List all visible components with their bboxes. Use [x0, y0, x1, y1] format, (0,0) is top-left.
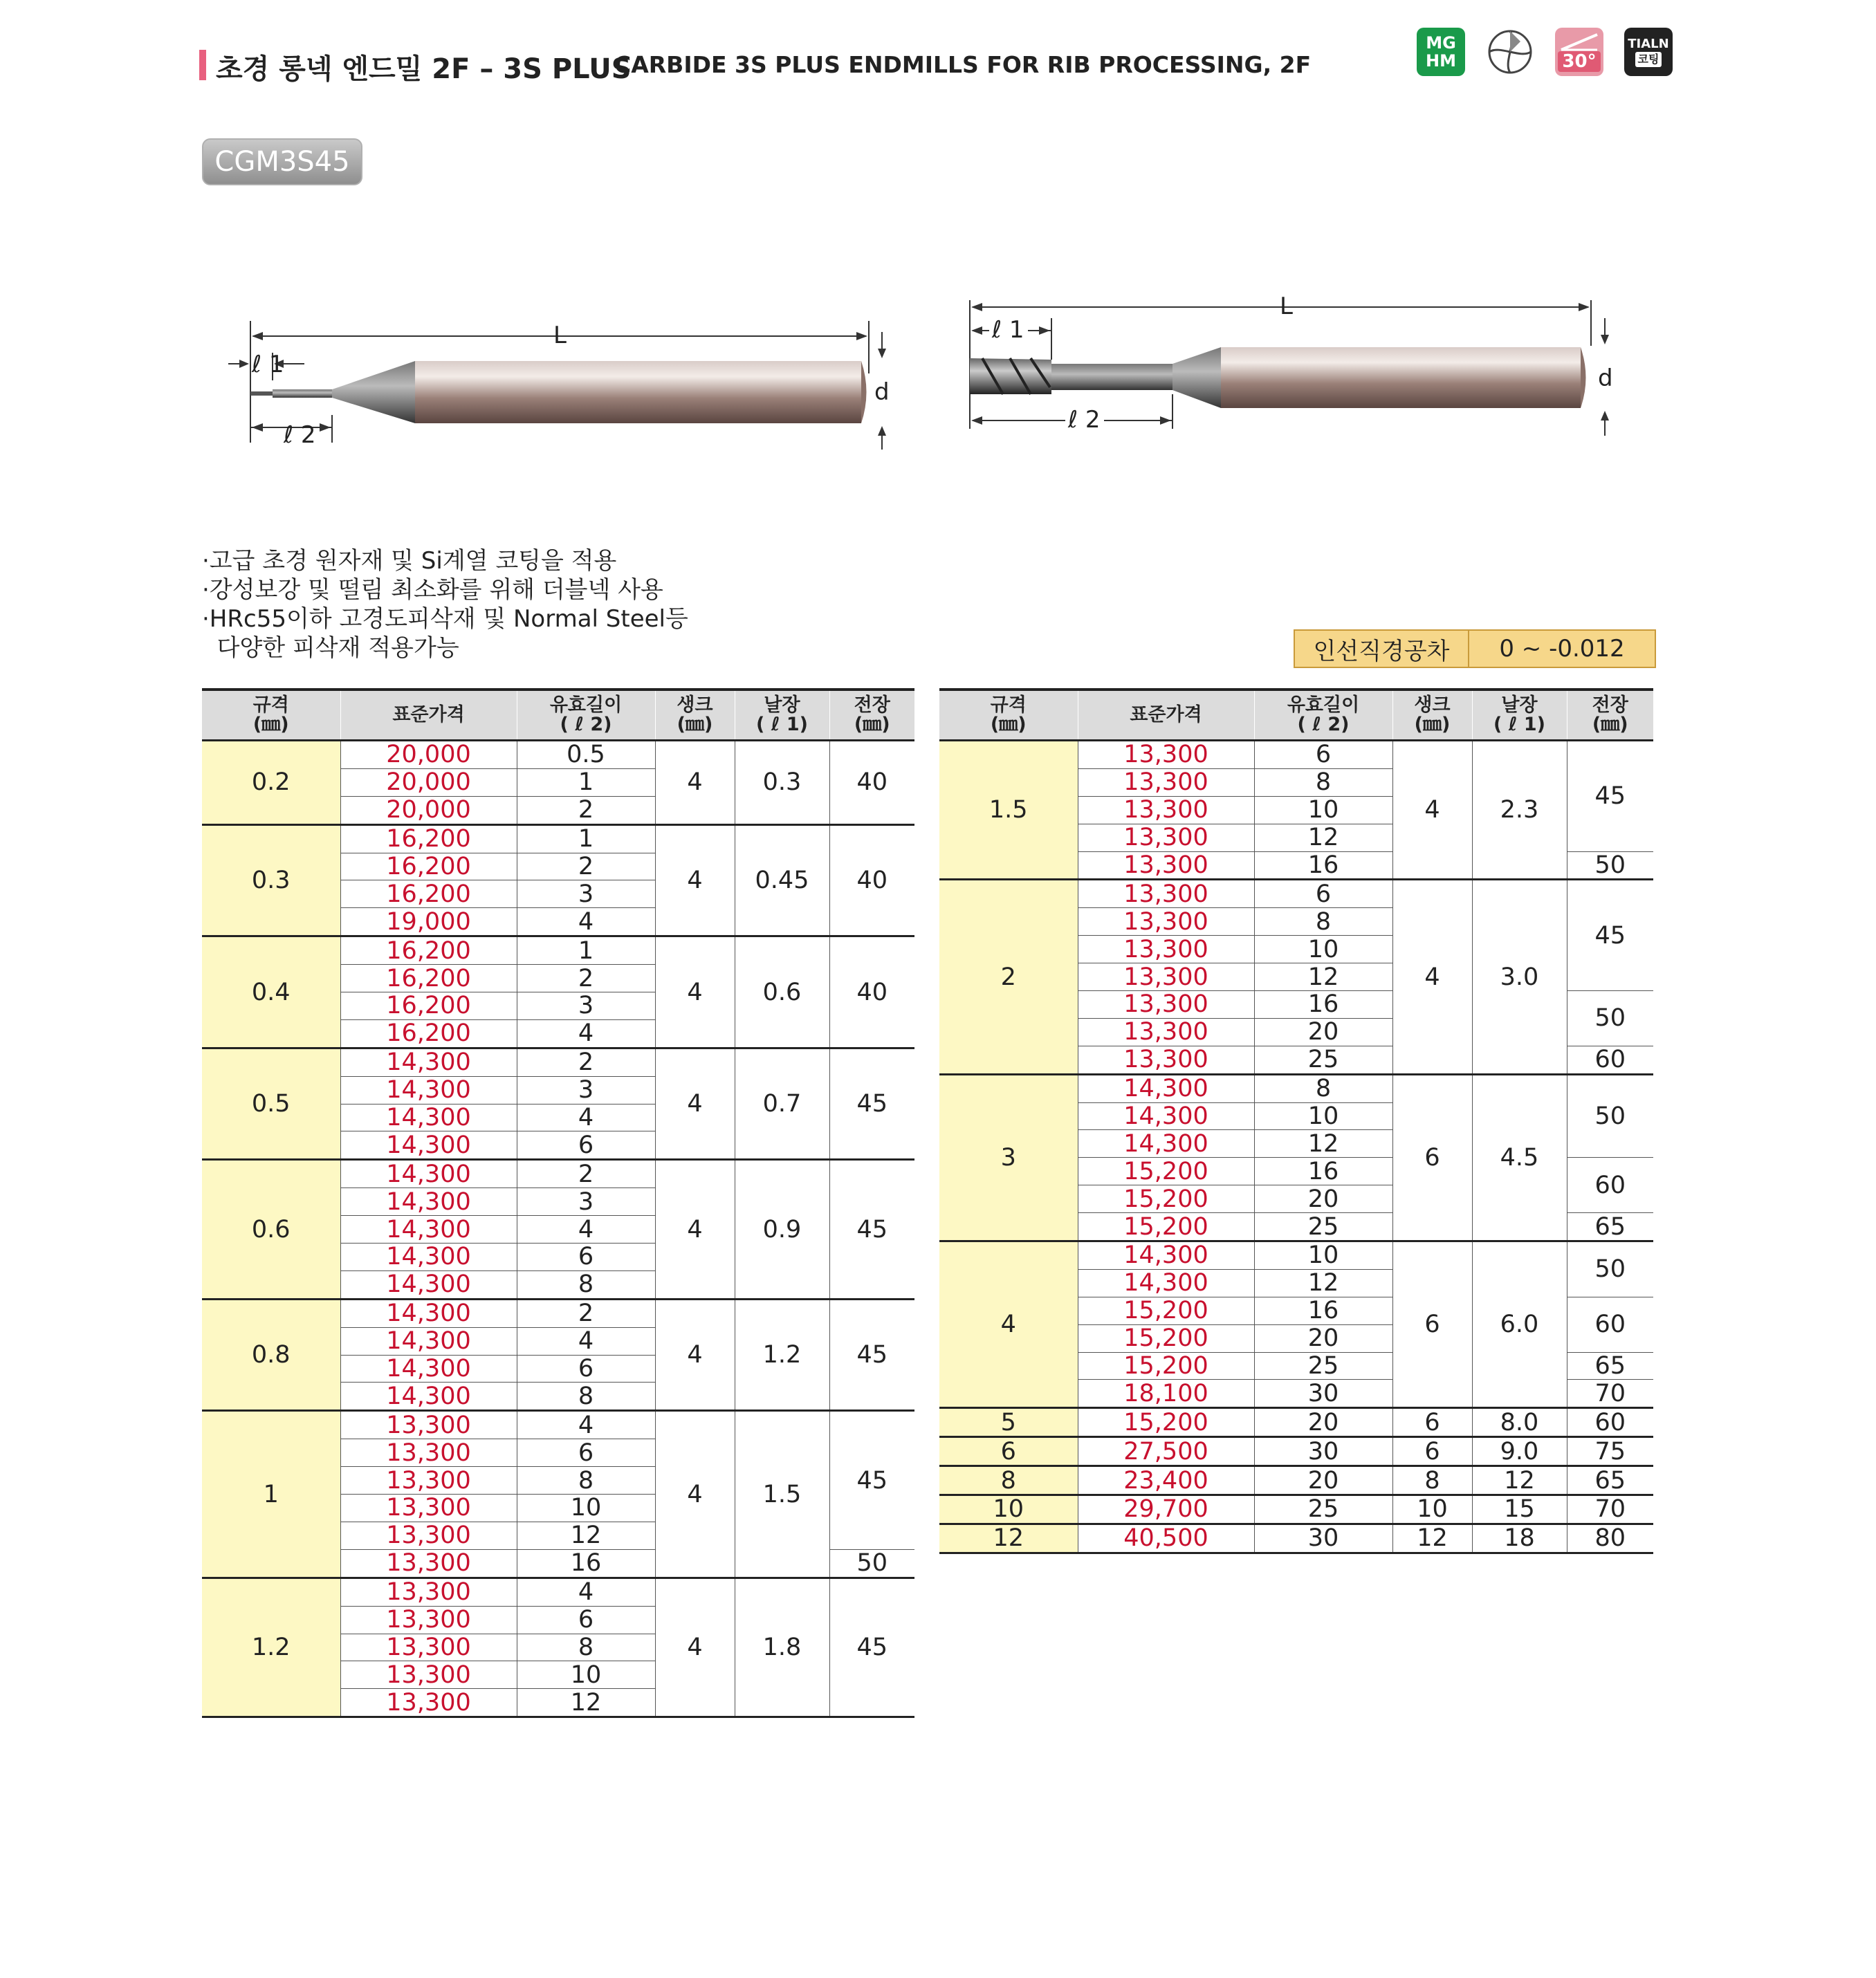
flute-length-cell: 0.45 [735, 824, 829, 936]
price-cell: 13,300 [340, 1606, 517, 1634]
feature-icons [1417, 28, 1673, 76]
dimension-l1-label: ℓ 1 [252, 351, 284, 378]
price-cell: 20,000 [340, 796, 517, 824]
page-title-korean: 초경 롱넥 엔드밀 2F – 3S PLUS [216, 53, 632, 85]
price-cell: 13,300 [1078, 1018, 1254, 1046]
spec-table-right [939, 688, 1653, 1554]
model-badge: CGM3S45 [202, 138, 362, 185]
effective-length-cell: 6 [1254, 741, 1392, 769]
price-cell: 14,300 [340, 1383, 517, 1411]
page-header [199, 33, 1673, 98]
price-cell: 14,300 [340, 1327, 517, 1355]
overall-length-cell: 40 [829, 936, 914, 1048]
size-cell: 6 [939, 1437, 1078, 1466]
price-cell: 14,300 [340, 1270, 517, 1299]
price-cell: 13,300 [340, 1467, 517, 1495]
size-cell: 0.4 [202, 936, 340, 1048]
price-cell: 14,300 [1078, 1130, 1254, 1158]
overall-length-cell: 70 [1567, 1495, 1653, 1524]
overall-length-cell: 70 [1567, 1380, 1653, 1408]
shank-cell: 6 [1392, 1437, 1472, 1466]
shank-cell: 12 [1392, 1524, 1472, 1553]
shank-cell: 4 [655, 741, 735, 825]
shank-cell: 8 [1392, 1466, 1472, 1495]
tolerance-label: 인선직경공차 [1295, 631, 1469, 667]
price-cell: 14,300 [1078, 1074, 1254, 1102]
effective-length-cell: 2 [517, 965, 655, 992]
effective-length-cell: 20 [1254, 1408, 1392, 1437]
price-cell: 27,500 [1078, 1437, 1254, 1466]
price-cell: 23,400 [1078, 1466, 1254, 1495]
size-cell: 1 [202, 1411, 340, 1578]
price-cell: 14,300 [1078, 1269, 1254, 1297]
flute-length-cell: 4.5 [1472, 1074, 1567, 1241]
price-cell: 16,200 [340, 1019, 517, 1048]
effective-length-cell: 12 [1254, 963, 1392, 991]
overall-length-cell: 45 [829, 1048, 914, 1160]
dimension-l2-label: ℓ 2 [284, 421, 316, 449]
table-row [939, 1524, 1653, 1553]
table-row [939, 880, 1653, 908]
flute-length-cell: 6.0 [1472, 1241, 1567, 1408]
table-row [939, 1074, 1653, 1102]
flute-length-cell: 9.0 [1472, 1437, 1567, 1466]
price-cell: 13,300 [340, 1411, 517, 1439]
price-cell: 13,300 [340, 1549, 517, 1578]
table-row [202, 1048, 914, 1076]
effective-length-cell: 20 [1254, 1324, 1392, 1352]
feature-item: 다양한 피삭재 적용가능 [202, 634, 459, 662]
flute-length-cell: 0.9 [735, 1160, 829, 1299]
overall-length-cell: 45 [829, 1578, 914, 1717]
effective-length-cell: 6 [517, 1606, 655, 1634]
size-cell: 0.8 [202, 1299, 340, 1411]
effective-length-cell: 10 [1254, 936, 1392, 963]
price-cell: 13,300 [340, 1522, 517, 1549]
effective-length-cell: 12 [517, 1522, 655, 1549]
effective-length-cell: 10 [1254, 1241, 1392, 1270]
price-cell: 13,300 [340, 1495, 517, 1522]
flute-length-cell: 1.2 [735, 1299, 829, 1411]
page-title-english: CARBIDE 3S PLUS ENDMILLS FOR RIB PROCESSING, 2F [614, 51, 1312, 78]
flute-length-cell: 8.0 [1472, 1408, 1567, 1437]
feature-item: ·강성보강 및 떨림 최소화를 위해 더블넥 사용 [202, 576, 663, 604]
price-cell: 14,300 [340, 1131, 517, 1160]
price-cell: 15,200 [1078, 1158, 1254, 1185]
effective-length-cell: 2 [517, 1048, 655, 1076]
price-cell: 14,300 [340, 1104, 517, 1131]
price-cell: 13,300 [1078, 1046, 1254, 1074]
effective-length-cell: 4 [517, 1327, 655, 1355]
flute-length-cell: 18 [1472, 1524, 1567, 1553]
table-row [939, 1466, 1653, 1495]
overall-length-cell: 45 [829, 1299, 914, 1411]
effective-length-header: 유효길이 ( ℓ 2) [517, 690, 655, 741]
price-cell: 14,300 [340, 1299, 517, 1327]
price-cell: 13,300 [1078, 991, 1254, 1019]
table-row [939, 1241, 1653, 1270]
endmill-drawing-large [962, 290, 1639, 443]
shank-cell: 10 [1392, 1495, 1472, 1524]
price-cell: 14,300 [340, 1076, 517, 1104]
effective-length-cell: 2 [517, 796, 655, 824]
price-cell: 14,300 [340, 1048, 517, 1076]
overall-length-cell: 50 [829, 1549, 914, 1578]
price-cell: 40,500 [1078, 1524, 1254, 1553]
price-cell: 13,300 [1078, 908, 1254, 936]
shank-header: 생크 (㎜) [1392, 690, 1472, 741]
overall-length-cell: 45 [829, 1160, 914, 1299]
effective-length-cell: 16 [1254, 991, 1392, 1019]
price-cell: 13,300 [340, 1439, 517, 1467]
table-header-row [202, 690, 914, 741]
size-cell: 3 [939, 1074, 1078, 1241]
size-header: 규격 (㎜) [202, 690, 340, 741]
effective-length-cell: 20 [1254, 1185, 1392, 1213]
shank-cell: 4 [1392, 741, 1472, 880]
effective-length-cell: 30 [1254, 1380, 1392, 1408]
dimension-L-label-2: L [1280, 293, 1293, 320]
size-cell: 5 [939, 1408, 1078, 1437]
flute-length-header: 날장 ( ℓ 1) [1472, 690, 1567, 741]
effective-length-cell: 25 [1254, 1046, 1392, 1074]
title-accent-bar [199, 50, 206, 80]
size-cell: 1.2 [202, 1578, 340, 1717]
table-row [202, 1411, 914, 1439]
helix-angle-label: 30° [1558, 51, 1600, 72]
shank-cell: 4 [655, 1578, 735, 1717]
effective-length-cell: 16 [1254, 1158, 1392, 1185]
overall-length-cell: 40 [829, 824, 914, 936]
effective-length-cell: 2 [517, 1299, 655, 1327]
effective-length-cell: 8 [1254, 908, 1392, 936]
price-cell: 13,300 [340, 1578, 517, 1606]
price-cell: 13,300 [1078, 796, 1254, 824]
price-cell: 15,200 [1078, 1324, 1254, 1352]
dimension-L-label: L [553, 322, 567, 349]
price-cell: 19,000 [340, 908, 517, 936]
flute-length-cell: 12 [1472, 1466, 1567, 1495]
effective-length-cell: 2 [517, 853, 655, 880]
overall-length-header: 전장 (㎜) [1567, 690, 1653, 741]
flute-length-cell: 3.0 [1472, 880, 1567, 1074]
price-cell: 14,300 [340, 1355, 517, 1383]
shank-cell: 4 [655, 1160, 735, 1299]
effective-length-cell: 30 [1254, 1524, 1392, 1553]
effective-length-cell: 20 [1254, 1018, 1392, 1046]
effective-length-cell: 8 [1254, 1074, 1392, 1102]
flute-length-cell: 0.3 [735, 741, 829, 825]
size-cell: 4 [939, 1241, 1078, 1408]
effective-length-cell: 4 [517, 1216, 655, 1244]
price-cell: 15,200 [1078, 1352, 1254, 1380]
shank-cell: 4 [655, 824, 735, 936]
effective-length-cell: 30 [1254, 1437, 1392, 1466]
effective-length-cell: 25 [1254, 1495, 1392, 1524]
price-header: 표준가격 [340, 690, 517, 741]
overall-length-cell: 60 [1567, 1408, 1653, 1437]
price-cell: 14,300 [340, 1216, 517, 1244]
tialn-label: TIALN [1628, 37, 1669, 51]
price-cell: 13,300 [1078, 768, 1254, 796]
overall-length-cell: 40 [829, 741, 914, 825]
effective-length-header: 유효길이 ( ℓ 2) [1254, 690, 1392, 741]
flute-length-cell: 0.7 [735, 1048, 829, 1160]
price-cell: 13,300 [1078, 741, 1254, 769]
effective-length-cell: 8 [1254, 768, 1392, 796]
shank-cell: 4 [655, 1411, 735, 1578]
effective-length-cell: 12 [1254, 824, 1392, 851]
price-cell: 16,200 [340, 965, 517, 992]
effective-length-cell: 3 [517, 1188, 655, 1216]
effective-length-cell: 0.5 [517, 741, 655, 769]
flute-length-cell: 0.6 [735, 936, 829, 1048]
price-cell: 13,300 [340, 1661, 517, 1689]
overall-length-cell: 45 [829, 1411, 914, 1549]
price-cell: 15,200 [1078, 1297, 1254, 1324]
flute-length-cell: 1.8 [735, 1578, 829, 1717]
price-cell: 20,000 [340, 768, 517, 796]
overall-length-cell: 50 [1567, 1074, 1653, 1158]
effective-length-cell: 12 [1254, 1130, 1392, 1158]
overall-length-cell: 45 [1567, 741, 1653, 852]
effective-length-cell: 3 [517, 1076, 655, 1104]
effective-length-cell: 12 [517, 1689, 655, 1717]
price-cell: 13,300 [1078, 851, 1254, 880]
effective-length-cell: 10 [517, 1495, 655, 1522]
size-cell: 0.5 [202, 1048, 340, 1160]
mg-hm-icon-line2: HM [1426, 51, 1456, 71]
overall-length-cell: 65 [1567, 1352, 1653, 1380]
effective-length-cell: 8 [517, 1467, 655, 1495]
feature-item: ·HRc55이하 고경도피삭재 및 Normal Steel등 [202, 605, 688, 633]
flute-length-header: 날장 ( ℓ 1) [735, 690, 829, 741]
table-row [939, 1408, 1653, 1437]
size-cell: 8 [939, 1466, 1078, 1495]
table-row [202, 936, 914, 965]
effective-length-cell: 3 [517, 880, 655, 908]
effective-length-cell: 10 [517, 1661, 655, 1689]
overall-length-cell: 60 [1567, 1046, 1653, 1074]
tialn-coating-icon [1624, 28, 1673, 76]
overall-length-cell: 75 [1567, 1437, 1653, 1466]
price-cell: 13,300 [1078, 880, 1254, 908]
size-cell: 12 [939, 1524, 1078, 1553]
price-cell: 14,300 [340, 1244, 517, 1271]
price-cell: 16,200 [340, 936, 517, 965]
price-cell: 13,300 [340, 1634, 517, 1661]
coating-label: 코팅 [1635, 52, 1662, 67]
shank-cell: 4 [1392, 880, 1472, 1074]
effective-length-cell: 8 [517, 1383, 655, 1411]
flute-length-cell: 1.5 [735, 1411, 829, 1578]
effective-length-cell: 1 [517, 768, 655, 796]
effective-length-cell: 4 [517, 908, 655, 936]
effective-length-cell: 4 [517, 1019, 655, 1048]
overall-length-cell: 50 [1567, 851, 1653, 880]
overall-length-cell: 60 [1567, 1158, 1653, 1213]
effective-length-cell: 1 [517, 936, 655, 965]
price-cell: 13,300 [1078, 963, 1254, 991]
dimension-d-label-2: d [1598, 364, 1613, 392]
endmill-drawing-small [228, 311, 906, 456]
size-cell: 0.6 [202, 1160, 340, 1299]
effective-length-cell: 6 [517, 1131, 655, 1160]
size-header: 규격 (㎜) [939, 690, 1078, 741]
table-header-row [939, 690, 1653, 741]
effective-length-cell: 6 [517, 1355, 655, 1383]
effective-length-cell: 4 [517, 1578, 655, 1606]
dimension-l1-label-2: ℓ 1 [992, 316, 1024, 344]
price-cell: 20,000 [340, 741, 517, 769]
table-row [202, 1299, 914, 1327]
price-cell: 14,300 [1078, 1102, 1254, 1130]
table-row [202, 1160, 914, 1188]
dimension-d-label: d [874, 378, 890, 406]
overall-length-header: 전장 (㎜) [829, 690, 914, 741]
effective-length-cell: 16 [1254, 851, 1392, 880]
price-cell: 16,200 [340, 880, 517, 908]
tolerance-box [1294, 629, 1656, 668]
effective-length-cell: 16 [517, 1549, 655, 1578]
price-cell: 14,300 [340, 1160, 517, 1188]
effective-length-cell: 25 [1254, 1213, 1392, 1241]
price-cell: 16,200 [340, 992, 517, 1020]
price-cell: 29,700 [1078, 1495, 1254, 1524]
overall-length-cell: 50 [1567, 1241, 1653, 1297]
price-header: 표준가격 [1078, 690, 1254, 741]
shank-cell: 4 [655, 1048, 735, 1160]
effective-length-cell: 4 [517, 1411, 655, 1439]
price-cell: 15,200 [1078, 1185, 1254, 1213]
overall-length-cell: 45 [1567, 880, 1653, 991]
effective-length-cell: 10 [1254, 1102, 1392, 1130]
size-cell: 0.2 [202, 741, 340, 825]
price-cell: 15,200 [1078, 1408, 1254, 1437]
price-cell: 13,300 [340, 1689, 517, 1717]
shank-cell: 4 [655, 1299, 735, 1411]
endmill-section-icon [1486, 28, 1534, 76]
effective-length-cell: 1 [517, 824, 655, 853]
effective-length-cell: 8 [517, 1270, 655, 1299]
overall-length-cell: 65 [1567, 1466, 1653, 1495]
flute-length-cell: 15 [1472, 1495, 1567, 1524]
size-cell: 2 [939, 880, 1078, 1074]
mg-hm-icon-line1: MG [1426, 33, 1456, 53]
table-row [202, 824, 914, 853]
price-cell: 13,300 [1078, 824, 1254, 851]
shank-header: 생크 (㎜) [655, 690, 735, 741]
overall-length-cell: 80 [1567, 1524, 1653, 1553]
size-cell: 0.3 [202, 824, 340, 936]
table-row [202, 741, 914, 769]
flute-length-cell: 2.3 [1472, 741, 1567, 880]
effective-length-cell: 16 [1254, 1297, 1392, 1324]
spec-table-left [202, 688, 914, 1718]
table-row [939, 741, 1653, 769]
effective-length-cell: 6 [517, 1439, 655, 1467]
shank-cell: 6 [1392, 1074, 1472, 1241]
overall-length-cell: 50 [1567, 991, 1653, 1046]
price-cell: 14,300 [1078, 1241, 1254, 1270]
tolerance-value: 0 ~ -0.012 [1499, 635, 1625, 663]
effective-length-cell: 4 [517, 1104, 655, 1131]
shank-cell: 6 [1392, 1241, 1472, 1408]
table-row [939, 1437, 1653, 1466]
shank-cell: 6 [1392, 1408, 1472, 1437]
effective-length-cell: 2 [517, 1160, 655, 1188]
price-cell: 18,100 [1078, 1380, 1254, 1408]
feature-list [202, 546, 688, 663]
overall-length-cell: 65 [1567, 1213, 1653, 1241]
feature-item: ·고급 초경 원자재 및 Si계열 코팅을 적용 [202, 547, 617, 575]
effective-length-cell: 8 [517, 1634, 655, 1661]
effective-length-cell: 12 [1254, 1269, 1392, 1297]
table-row [202, 1578, 914, 1606]
table-row [939, 1495, 1653, 1524]
price-cell: 16,200 [340, 853, 517, 880]
effective-length-cell: 6 [517, 1244, 655, 1271]
mg-hm-icon [1417, 28, 1465, 76]
effective-length-cell: 20 [1254, 1466, 1392, 1495]
size-cell: 1.5 [939, 741, 1078, 880]
overall-length-cell: 60 [1567, 1297, 1653, 1352]
price-cell: 15,200 [1078, 1213, 1254, 1241]
price-cell: 13,300 [1078, 936, 1254, 963]
effective-length-cell: 6 [1254, 880, 1392, 908]
dimension-l2-label-2: ℓ 2 [1068, 406, 1101, 434]
shank-cell: 4 [655, 936, 735, 1048]
effective-length-cell: 3 [517, 992, 655, 1020]
effective-length-cell: 10 [1254, 796, 1392, 824]
helix-30-icon [1555, 28, 1603, 76]
size-cell: 10 [939, 1495, 1078, 1524]
price-cell: 14,300 [340, 1188, 517, 1216]
price-cell: 16,200 [340, 824, 517, 853]
effective-length-cell: 25 [1254, 1352, 1392, 1380]
